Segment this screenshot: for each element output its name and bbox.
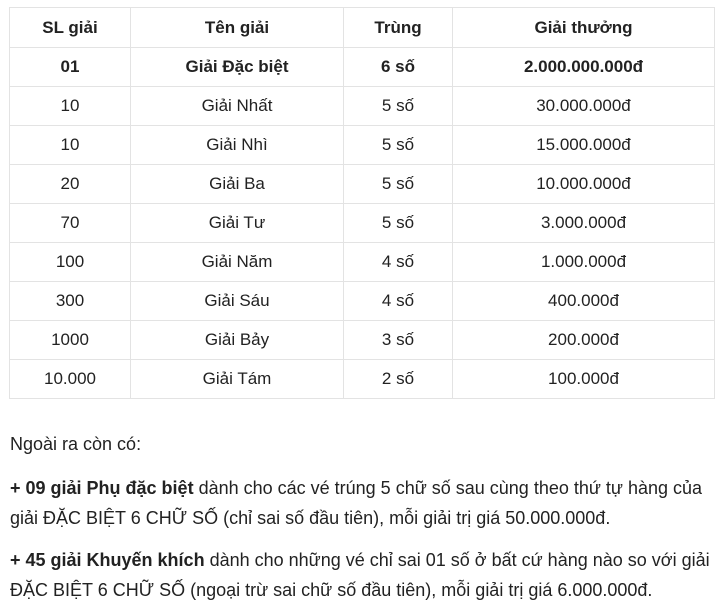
quantity-cell: 300 <box>10 282 131 321</box>
match-cell: 5 số <box>344 165 453 204</box>
table-row <box>10 282 715 321</box>
table-row <box>10 126 715 165</box>
note-extra-special-prize <box>10 473 710 533</box>
match-cell: 3 số <box>344 321 453 360</box>
quantity-cell: 01 <box>10 48 131 87</box>
table-row <box>10 360 715 399</box>
prize-name-cell: Giải Bảy <box>131 321 344 360</box>
prize-name-cell: Giải Tư <box>131 204 344 243</box>
note-body-text: dành cho các vé trúng 5 chữ số sau cùng theo thứ tự hàng của giải ĐẶC BIỆT 6 CHỮ SỐ (chỉ sai số đầu tiên), mỗi giải trị giá 50.000.000đ. <box>10 478 703 528</box>
match-cell: 4 số <box>344 282 453 321</box>
prize-value-cell: 3.000.000đ <box>453 204 715 243</box>
prize-value-cell: 30.000.000đ <box>453 87 715 126</box>
prize-name-cell: Giải Năm <box>131 243 344 282</box>
quantity-cell: 20 <box>10 165 131 204</box>
prize-name-cell: Giải Đặc biệt <box>131 48 344 87</box>
prize-value-cell: 1.000.000đ <box>453 243 715 282</box>
match-cell: 2 số <box>344 360 453 399</box>
column-header-prize-value: Giải thưởng <box>453 8 715 48</box>
prize-name-cell: Giải Nhất <box>131 87 344 126</box>
prize-name-cell: Giải Sáu <box>131 282 344 321</box>
prize-value-cell: 200.000đ <box>453 321 715 360</box>
match-cell: 5 số <box>344 87 453 126</box>
table-row <box>10 165 715 204</box>
prize-name-cell: Giải Ba <box>131 165 344 204</box>
notes-intro: Ngoài ra còn có: <box>10 434 142 454</box>
additional-prizes-notes <box>10 429 710 605</box>
prize-value-cell: 2.000.000.000đ <box>453 48 715 87</box>
table-header-row <box>10 8 715 48</box>
table-row-jackpot <box>10 48 715 87</box>
quantity-cell: 10.000 <box>10 360 131 399</box>
quantity-cell: 10 <box>10 87 131 126</box>
table-row <box>10 243 715 282</box>
note-lead-text: + 09 giải Phụ đặc biệt <box>10 478 194 498</box>
prize-value-cell: 400.000đ <box>453 282 715 321</box>
match-cell: 6 số <box>344 48 453 87</box>
match-cell: 5 số <box>344 126 453 165</box>
quantity-cell: 70 <box>10 204 131 243</box>
prize-value-cell: 15.000.000đ <box>453 126 715 165</box>
quantity-cell: 1000 <box>10 321 131 360</box>
quantity-cell: 100 <box>10 243 131 282</box>
note-consolation-prize <box>10 545 710 605</box>
table-row <box>10 321 715 360</box>
note-body-text: dành cho những vé chỉ sai 01 số ở bất cứ hàng nào so với giải ĐẶC BIỆT 6 CHỮ SỐ (ngoại trừ sai chữ số đầu tiên), mỗi giải trị giá 6.000.000đ. <box>10 550 710 600</box>
prize-value-cell: 10.000.000đ <box>453 165 715 204</box>
column-header-prize-name: Tên giải <box>131 8 344 48</box>
table-row <box>10 87 715 126</box>
prize-name-cell: Giải Nhì <box>131 126 344 165</box>
prize-table <box>9 7 715 399</box>
prize-value-cell: 100.000đ <box>453 360 715 399</box>
quantity-cell: 10 <box>10 126 131 165</box>
table-row <box>10 204 715 243</box>
prize-name-cell: Giải Tám <box>131 360 344 399</box>
column-header-quantity: SL giải <box>10 8 131 48</box>
match-cell: 4 số <box>344 243 453 282</box>
match-cell: 5 số <box>344 204 453 243</box>
column-header-match: Trùng <box>344 8 453 48</box>
note-lead-text: + 45 giải Khuyến khích <box>10 550 205 570</box>
